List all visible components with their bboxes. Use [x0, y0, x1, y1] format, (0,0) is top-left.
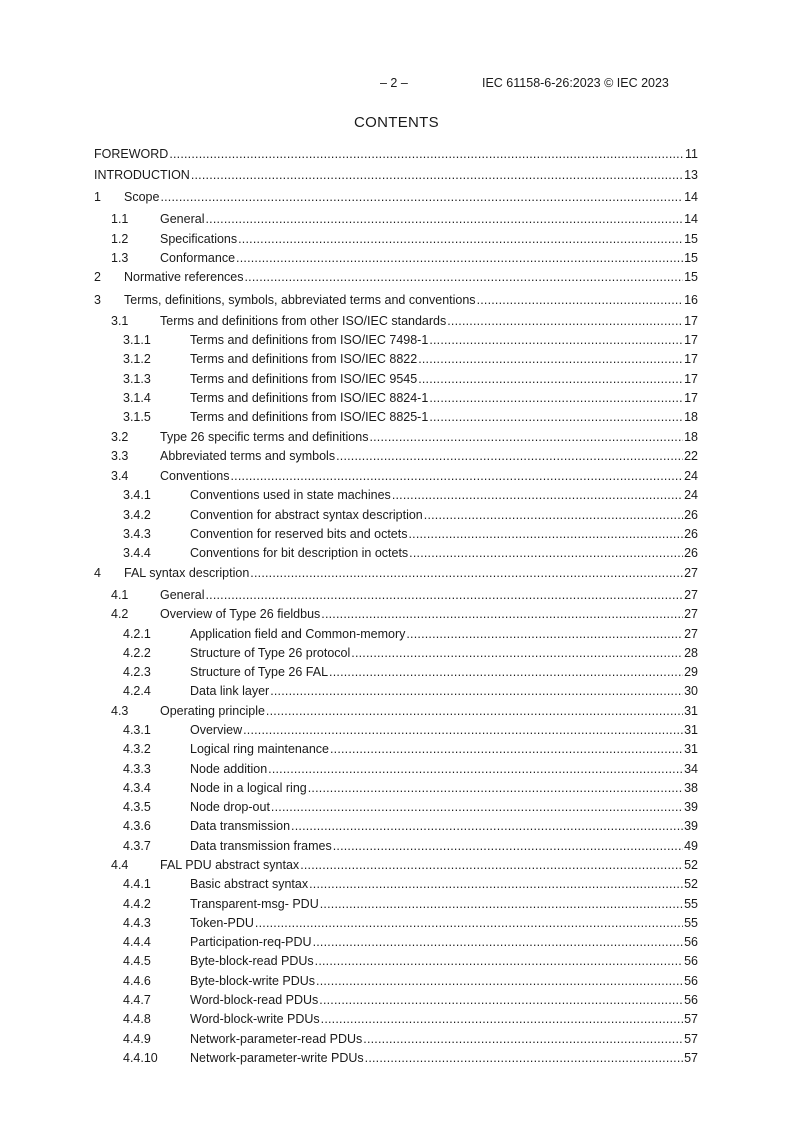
toc-entry-page: 56 [684, 954, 698, 968]
toc-entry-number: 4.4.10 [123, 1051, 158, 1065]
toc-entry-page: 26 [684, 508, 698, 522]
page-header-number: – 2 – [380, 76, 408, 90]
toc-entry-page: 26 [684, 527, 698, 541]
toc-entry-label: Data transmission frames [190, 839, 332, 853]
toc-entry[interactable] [94, 1031, 698, 1047]
toc-entry[interactable] [94, 231, 698, 247]
toc-entry[interactable] [94, 780, 698, 796]
toc-entry-number: 4.2.2 [123, 646, 151, 660]
toc-entry[interactable] [94, 606, 698, 622]
toc-entry-label: Convention for abstract syntax description [190, 508, 423, 522]
toc-entry-label: Overview [190, 723, 243, 737]
toc-entry[interactable] [94, 645, 698, 661]
toc-leader-dots [392, 487, 683, 503]
toc-entry-number: 3.1.2 [123, 352, 151, 366]
toc-leader-dots [250, 565, 683, 581]
toc-leader-dots [418, 351, 683, 367]
toc-entry-page: 14 [684, 190, 698, 204]
toc-entry-page: 24 [684, 469, 698, 483]
toc-entry-number: 2 [94, 270, 101, 284]
toc-entry[interactable] [94, 896, 698, 912]
toc-entry-label: Node drop-out [190, 800, 270, 814]
toc-entry-page: 18 [684, 430, 698, 444]
toc-leader-dots [330, 741, 683, 757]
toc-entry-label: Word-block-write PDUs [190, 1012, 320, 1026]
toc-entry-page: 57 [684, 1032, 698, 1046]
toc-entry-page: 57 [684, 1012, 698, 1026]
toc-entry[interactable] [94, 189, 698, 205]
toc-entry-page: 15 [684, 232, 698, 246]
toc-entry-label: Terms and definitions from ISO/IEC 8824-1 [190, 391, 429, 405]
toc-leader-dots [271, 799, 683, 815]
toc-entry-label: Normative references [124, 270, 244, 284]
toc-entry-page: 30 [684, 684, 698, 698]
toc-entry[interactable] [94, 626, 698, 642]
toc-entry-label: Terms and definitions from ISO/IEC 8825-1 [190, 410, 429, 424]
toc-leader-dots [245, 269, 684, 285]
toc-entry-number: 4.4.6 [123, 974, 151, 988]
toc-entry[interactable] [94, 371, 698, 387]
toc-leader-dots [369, 429, 683, 445]
toc-entry[interactable] [94, 799, 698, 815]
toc-leader-dots [266, 703, 683, 719]
toc-entry-label: Scope [124, 190, 160, 204]
toc-entry[interactable] [94, 953, 698, 969]
toc-entry-page: 49 [684, 839, 698, 853]
toc-entry-label: Application field and Common-memory [190, 627, 406, 641]
toc-entry[interactable] [94, 664, 698, 680]
toc-entry-number: 4.3.5 [123, 800, 151, 814]
toc-entry[interactable] [94, 545, 698, 561]
toc-leader-dots [308, 780, 683, 796]
toc-entry-page: 52 [684, 877, 698, 891]
toc-entry-number: 3 [94, 293, 101, 307]
toc-entry[interactable] [94, 703, 698, 719]
toc-entry-label: Conventions for bit description in octets [190, 546, 409, 560]
toc-entry-label: Structure of Type 26 FAL [190, 665, 329, 679]
toc-entry-page: 56 [684, 993, 698, 1007]
toc-entry-label: Terms and definitions from ISO/IEC 8822 [190, 352, 418, 366]
toc-entry-label: Conventions used in state machines [190, 488, 391, 502]
toc-entry-label: Node addition [190, 762, 268, 776]
toc-entry-number: 1.3 [111, 251, 129, 265]
toc-entry-number: 4.3.6 [123, 819, 151, 833]
toc-entry[interactable] [94, 487, 698, 503]
toc-entry-number: 4.3 [111, 704, 129, 718]
toc-entry-label: Conformance [160, 251, 236, 265]
toc-entry-page: 27 [684, 566, 698, 580]
toc-entry[interactable] [94, 818, 698, 834]
toc-entry-number: 4.4.4 [123, 935, 151, 949]
toc-entry-page: 55 [684, 916, 698, 930]
toc-leader-dots [231, 468, 684, 484]
toc-leader-dots [424, 507, 683, 523]
toc-entry-page: 28 [684, 646, 698, 660]
toc-entry[interactable] [94, 409, 698, 425]
page-header-standard: IEC 61158-6-26:2023 © IEC 2023 [482, 76, 669, 90]
toc-entry-page: 17 [684, 352, 698, 366]
toc-leader-dots [408, 526, 683, 542]
toc-leader-dots [406, 626, 683, 642]
toc-entry-label: Terms and definitions from ISO/IEC 7498-1 [190, 333, 429, 347]
toc-entry-number: 1.1 [111, 212, 129, 226]
toc-leader-dots [309, 876, 683, 892]
toc-entry-label: Token-PDU [190, 916, 254, 930]
toc-entry-number: 4.4.1 [123, 877, 151, 891]
toc-entry-label: Abbreviated terms and symbols [160, 449, 336, 463]
toc-leader-dots [315, 953, 683, 969]
toc-entry-number: 1.2 [111, 232, 129, 246]
toc-leader-dots [409, 545, 683, 561]
toc-entry[interactable] [94, 1050, 698, 1066]
toc-entry[interactable] [94, 857, 698, 873]
toc-leader-dots [313, 934, 684, 950]
toc-leader-dots [321, 1011, 683, 1027]
toc-entry-page: 52 [684, 858, 698, 872]
toc-entry-number: 4.4.9 [123, 1032, 151, 1046]
toc-leader-dots [320, 896, 683, 912]
toc-entry-page: 11 [685, 147, 698, 161]
toc-leader-dots [336, 448, 683, 464]
toc-leader-dots [429, 409, 683, 425]
toc-entry-label: Basic abstract syntax [190, 877, 309, 891]
toc-entry-page: 22 [684, 449, 698, 463]
toc-entry-label: General [160, 212, 205, 226]
toc-leader-dots [238, 231, 683, 247]
toc-entry[interactable] [94, 587, 698, 603]
toc-entry-number: 4.2.1 [123, 627, 151, 641]
toc-entry-page: 55 [684, 897, 698, 911]
toc-entry[interactable] [94, 526, 698, 542]
toc-entry[interactable] [94, 390, 698, 406]
toc-entry-label: Conventions [160, 469, 230, 483]
toc-entry-page: 15 [684, 270, 698, 284]
toc-entry-number: 4.2.3 [123, 665, 151, 679]
toc-entry-page: 17 [684, 333, 698, 347]
toc-entry[interactable] [94, 973, 698, 989]
toc-entry[interactable] [94, 1011, 698, 1027]
toc-entry-label: Overview of Type 26 fieldbus [160, 607, 321, 621]
toc-entry-label: Transparent-msg- PDU [190, 897, 319, 911]
toc-entry-label: Node in a logical ring [190, 781, 307, 795]
toc-entry-number: 4.4.3 [123, 916, 151, 930]
toc-leader-dots [418, 371, 683, 387]
toc-entry-page: 13 [684, 168, 698, 182]
toc-entry-page: 17 [684, 314, 698, 328]
toc-entry[interactable] [94, 167, 698, 183]
toc-leader-dots [205, 587, 683, 603]
toc-leader-dots [429, 332, 683, 348]
toc-entry-page: 27 [684, 588, 698, 602]
toc-entry-label: Terms, definitions, symbols, abbreviated terms and conventions [124, 293, 476, 307]
toc-entry-number: 4.4.8 [123, 1012, 151, 1026]
toc-entry[interactable] [94, 351, 698, 367]
toc-entry-number: 3.1.1 [123, 333, 151, 347]
toc-entry-label: Participation-req-PDU [190, 935, 312, 949]
toc-entry-label: Terms and definitions from other ISO/IEC standards [160, 314, 447, 328]
toc-entry-page: 15 [684, 251, 698, 265]
toc-entry-number: 3.4.3 [123, 527, 151, 541]
toc-entry[interactable] [94, 741, 698, 757]
toc-entry-number: 3.4.2 [123, 508, 151, 522]
toc-entry-number: 4.4.5 [123, 954, 151, 968]
toc-entry-number: 4.2 [111, 607, 129, 621]
toc-entry-label: Specifications [160, 232, 238, 246]
toc-entry-number: 3.1.3 [123, 372, 151, 386]
toc-entry-number: 3.2 [111, 430, 129, 444]
toc-leader-dots [316, 973, 683, 989]
toc-entry-number: 3.1.4 [123, 391, 151, 405]
toc-entry-label: Word-block-read PDUs [190, 993, 319, 1007]
toc-entry[interactable] [94, 313, 698, 329]
toc-leader-dots [365, 1050, 683, 1066]
toc-leader-dots [268, 761, 683, 777]
toc-entry[interactable] [94, 332, 698, 348]
toc-entry-number: 4.3.7 [123, 839, 151, 853]
toc-leader-dots [236, 250, 683, 266]
toc-entry-label: FAL PDU abstract syntax [160, 858, 300, 872]
toc-leader-dots [321, 606, 683, 622]
toc-entry[interactable] [94, 468, 698, 484]
toc-entry-label: Type 26 specific terms and definitions [160, 430, 369, 444]
toc-entry[interactable] [94, 429, 698, 445]
toc-entry-number: 1 [94, 190, 101, 204]
toc-entry-label: Network-parameter-write PDUs [190, 1051, 364, 1065]
toc-entry-page: 17 [684, 372, 698, 386]
toc-entry-page: 27 [684, 607, 698, 621]
toc-entry-label: Network-parameter-read PDUs [190, 1032, 363, 1046]
toc-entry[interactable] [94, 269, 698, 285]
toc-entry-page: 18 [684, 410, 698, 424]
toc-entry-page: 24 [684, 488, 698, 502]
toc-leader-dots [477, 292, 684, 308]
toc-leader-dots [429, 390, 683, 406]
toc-entry-number: 3.4.4 [123, 546, 151, 560]
toc-entry[interactable] [94, 992, 698, 1008]
toc-entry-label: Logical ring maintenance [190, 742, 329, 756]
toc-entry-number: 4.4 [111, 858, 129, 872]
toc-entry[interactable] [94, 683, 698, 699]
toc-entry-number: 4.4.2 [123, 897, 151, 911]
toc-entry[interactable] [94, 250, 698, 266]
toc-entry-page: 16 [684, 293, 698, 307]
toc-entry[interactable] [94, 876, 698, 892]
toc-entry[interactable] [94, 565, 698, 581]
toc-entry-number: 3.3 [111, 449, 129, 463]
toc-leader-dots [205, 211, 683, 227]
toc-leader-dots [291, 818, 683, 834]
toc-entry-page: 39 [684, 800, 698, 814]
toc-entry-number: 4.3.1 [123, 723, 151, 737]
toc-entry-number: 3.4.1 [123, 488, 151, 502]
toc-entry[interactable] [94, 722, 698, 738]
toc-leader-dots [243, 722, 683, 738]
toc-entry-number: 4.3.3 [123, 762, 151, 776]
toc-entry-label: FOREWORD [94, 147, 169, 161]
toc-entry-label: Byte-block-read PDUs [190, 954, 314, 968]
toc-entry-number: 4.1 [111, 588, 129, 602]
toc-entry-label: Data link layer [190, 684, 270, 698]
toc-entry[interactable] [94, 448, 698, 464]
toc-leader-dots [160, 189, 683, 205]
toc-entry-page: 38 [684, 781, 698, 795]
toc-entry-label: INTRODUCTION [94, 168, 190, 182]
toc-entry-page: 26 [684, 546, 698, 560]
page-title: CONTENTS [354, 114, 439, 131]
toc-entry-label: Byte-block-write PDUs [190, 974, 316, 988]
toc-entry-page: 57 [684, 1051, 698, 1065]
toc-entry[interactable] [94, 211, 698, 227]
toc-leader-dots [329, 664, 683, 680]
toc-entry-number: 4.3.4 [123, 781, 151, 795]
toc-leader-dots [255, 915, 683, 931]
toc-entry-number: 3.1 [111, 314, 129, 328]
toc-entry-page: 31 [684, 704, 698, 718]
toc-entry-page: 14 [684, 212, 698, 226]
toc-entry-page: 56 [684, 974, 698, 988]
toc-entry-page: 31 [684, 742, 698, 756]
toc-leader-dots [319, 992, 683, 1008]
toc-entry[interactable] [94, 838, 698, 854]
toc-entry[interactable] [94, 934, 698, 950]
toc-leader-dots [191, 167, 683, 183]
toc-entry-label: Terms and definitions from ISO/IEC 9545 [190, 372, 418, 386]
toc-entry-number: 4.4.7 [123, 993, 151, 1007]
toc-leader-dots [447, 313, 683, 329]
toc-leader-dots [333, 838, 683, 854]
toc-leader-dots [300, 857, 683, 873]
toc-entry-number: 4 [94, 566, 101, 580]
toc-entry-page: 27 [684, 627, 698, 641]
toc-entry-page: 29 [684, 665, 698, 679]
toc-entry[interactable] [94, 761, 698, 777]
toc-entry-page: 34 [684, 762, 698, 776]
toc-entry-label: FAL syntax description [124, 566, 250, 580]
toc-leader-dots [169, 146, 684, 162]
toc-entry-label: Data transmission [190, 819, 291, 833]
toc-entry[interactable] [94, 292, 698, 308]
toc-entry-label: Structure of Type 26 protocol [190, 646, 351, 660]
toc-entry-page: 31 [684, 723, 698, 737]
toc-leader-dots [270, 683, 683, 699]
toc-entry[interactable] [94, 507, 698, 523]
toc-leader-dots [351, 645, 683, 661]
toc-entry-page: 56 [684, 935, 698, 949]
toc-entry-number: 3.4 [111, 469, 129, 483]
toc-leader-dots [363, 1031, 683, 1047]
toc-entry-label: Operating principle [160, 704, 265, 718]
toc-entry-page: 39 [684, 819, 698, 833]
toc-entry[interactable] [94, 915, 698, 931]
toc-entry-label: Convention for reserved bits and octets [190, 527, 408, 541]
toc-entry-number: 3.1.5 [123, 410, 151, 424]
toc-entry-number: 4.3.2 [123, 742, 151, 756]
toc-entry-page: 17 [684, 391, 698, 405]
toc-entry-label: General [160, 588, 205, 602]
toc-entry-number: 4.2.4 [123, 684, 151, 698]
toc-entry[interactable] [94, 146, 698, 162]
